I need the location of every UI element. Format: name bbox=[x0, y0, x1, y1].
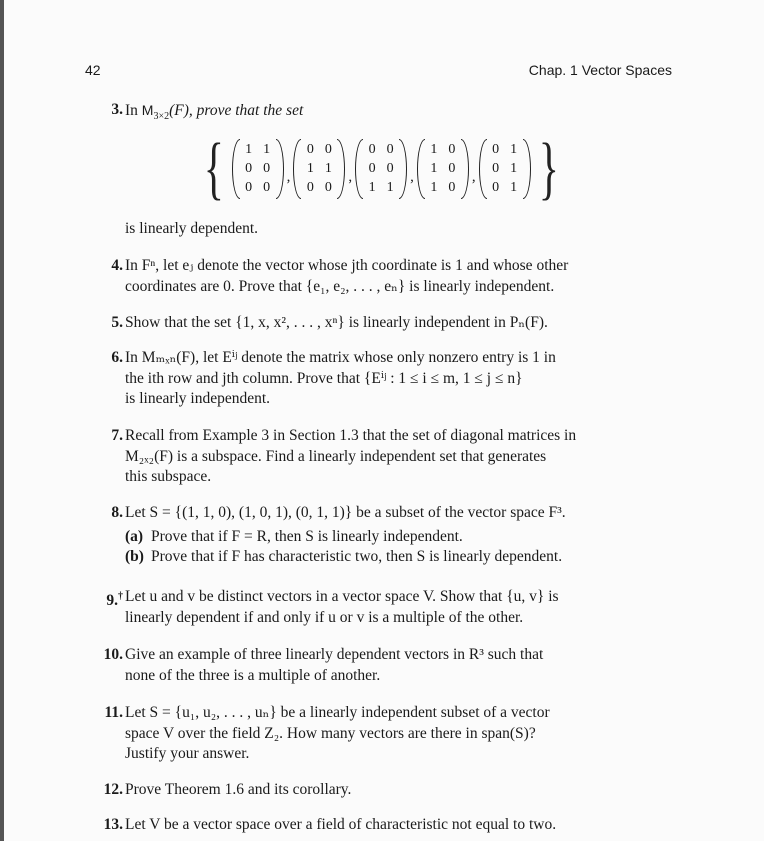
exercise-number: 7. bbox=[111, 427, 123, 444]
exercise-number: 5. bbox=[111, 314, 123, 331]
page-header bbox=[85, 62, 672, 84]
exercise-number: 9.† bbox=[106, 591, 123, 610]
chapter-title: Chap. 1 Vector Spaces bbox=[528, 62, 672, 78]
matrix-5: 0 1 0 1 0 1 bbox=[479, 139, 531, 199]
left-brace: { bbox=[203, 130, 224, 207]
exercise-number: 10. bbox=[103, 646, 123, 663]
exercise-number: 11. bbox=[104, 704, 123, 721]
matrix-3: 0 0 0 0 1 1 bbox=[355, 139, 407, 199]
exercise-8a: (a) Prove that if F = R, then S is linearly independent. bbox=[125, 527, 463, 545]
exercise-number: 8. bbox=[111, 504, 123, 521]
page-number: 42 bbox=[85, 62, 101, 78]
exercise-number: 6. bbox=[111, 349, 123, 366]
matrix-2: 0 0 1 1 0 0 bbox=[293, 139, 345, 199]
exercise-3-intro: In $M_{3\times 2}(F)$, prove that the set bbox=[125, 102, 304, 123]
exercise-number: 4. bbox=[111, 257, 123, 274]
right-brace: } bbox=[538, 130, 559, 207]
exercise-number: 3. bbox=[111, 101, 123, 118]
space-symbol: M bbox=[141, 102, 154, 118]
dagger-mark: † bbox=[118, 591, 123, 602]
matrix-1: 1 1 0 0 0 0 bbox=[232, 139, 284, 199]
exercise-number: 13. bbox=[103, 816, 123, 833]
exercise-8b: (b) Prove that if F has characteristic two, then S is linearly dependent. bbox=[125, 548, 563, 565]
exercise-number: 12. bbox=[103, 781, 123, 798]
matrix-4: 1 0 1 0 1 0 bbox=[417, 139, 469, 199]
left-edge-bar bbox=[0, 0, 4, 841]
matrix-set: { 1 1 0 0 0 0 , 0 0 1 1 0 0 , 0 0 0 0 1 1 , 1 0 1 0 1 0 , 0 1 0 1 0 1 } bbox=[203, 130, 559, 207]
